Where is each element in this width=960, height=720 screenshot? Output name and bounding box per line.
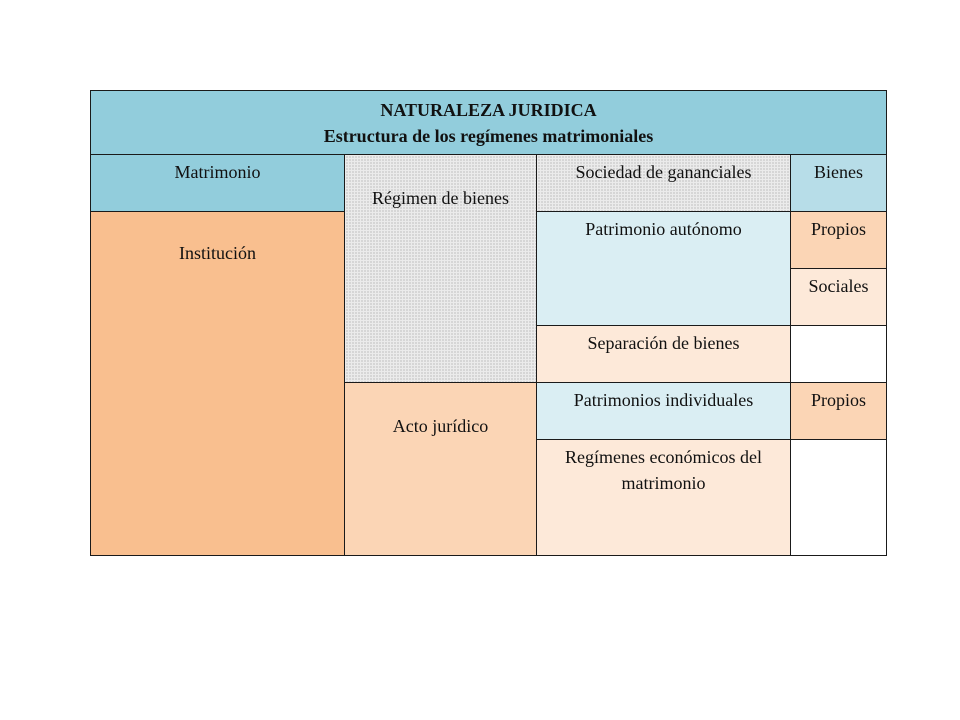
cell-regimen-de-bienes <box>345 155 537 383</box>
cell-patrimonios-individuales: Patrimonios individuales <box>537 383 791 440</box>
cell-institucion <box>91 212 345 556</box>
cell-bienes: Bienes <box>791 155 887 212</box>
cell-empty-1 <box>791 326 887 383</box>
cell-empty-2 <box>791 440 887 556</box>
regimen-de-bienes-label: Régimen de bienes <box>372 188 509 208</box>
title-line-1: NATURALEZA JURIDICA <box>380 99 597 120</box>
title-line-2: Estructura de los regímenes matrimoniales <box>323 125 654 146</box>
cell-propios-2: Propios <box>791 383 887 440</box>
institucion-label: Institución <box>179 243 256 263</box>
cell-matrimonio: Matrimonio <box>91 155 345 212</box>
regimenes-economicos-label: Regímenes económicos del matrimonio <box>565 447 762 493</box>
cell-sociales: Sociales <box>791 269 887 326</box>
regimenes-diagram <box>90 90 887 556</box>
cell-patrimonio-autonomo: Patrimonio autónomo <box>537 212 791 326</box>
cell-regimenes-economicos <box>537 440 791 556</box>
cell-separacion-de-bienes: Separación de bienes <box>537 326 791 383</box>
cell-sociedad-de-gananciales: Sociedad de gananciales <box>537 155 791 212</box>
diagram-title <box>91 91 887 155</box>
acto-juridico-label: Acto jurídico <box>392 416 489 436</box>
cell-acto-juridico <box>345 383 537 556</box>
cell-propios-1: Propios <box>791 212 887 269</box>
